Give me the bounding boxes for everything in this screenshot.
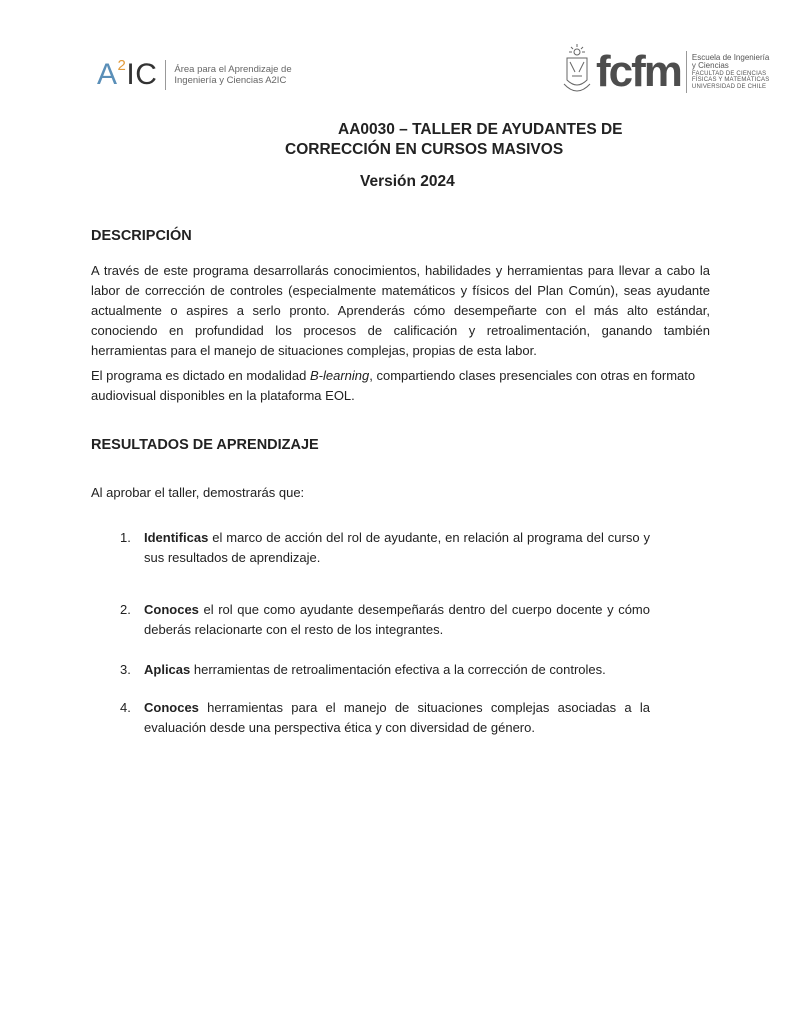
fcfm-divider <box>686 51 687 93</box>
description-heading: DESCRIPCIÓN <box>91 228 192 244</box>
list-item: 1. Identificas el marco de acción del rol de ayudante, en relación al programa del curso y sus resultados de aprendizaje. <box>120 530 650 565</box>
a2ic-divider <box>165 60 166 90</box>
a2ic-mark: $A^2IC$ <box>97 57 158 91</box>
fcfm-logo-text: Escuela de Ingeniería y Ciencias FACULTAD DE CIENCIAS FÍSICAS Y MATEMÁTICAS UNIVERSIDAD DE CHILE <box>691 52 770 90</box>
list-item: 3. Aplicas herramientas de retroalimentación efectiva a la corrección de controles. <box>120 662 606 677</box>
list-item: 2. Conoces el rol que como ayudante desempeñarás dentro del cuerpo docente y cómo deberás relacionarte con el resto de los integrantes. <box>120 602 650 637</box>
document-version: Versión 2024 <box>360 173 455 190</box>
list-item: 4. Conoces herramientas para el manejo de situaciones complejas asociadas a la evaluación desde una perspectiva ética y con diversidad de género. <box>120 700 650 735</box>
fcfm-wordmark: fcfm <box>596 47 681 96</box>
results-intro: Al aprobar el taller, demostrarás que: <box>91 485 305 500</box>
results-heading: RESULTADOS DE APRENDIZAJE <box>91 437 319 453</box>
document-title-line2: CORRECCIÓN EN CURSOS MASIVOS <box>285 141 564 158</box>
university-seal-icon <box>562 44 592 100</box>
document-title-line1: AA0030 – TALLER DE AYUDANTES DE <box>338 121 623 138</box>
description-paragraph-1: A través de este programa desarrollarás conocimientos, habilidades y herramientas para llevar a cabo la labor de corrección de controles (especialmente matemáticos y físicos del Plan Común), seas ayudante actualmente o aspires a serlo pronto. Aprenderás cómo desempeñarte con el más alto estándar, conociendo en profundidad los procesos de calificación y retroalimentación, ganando también herramientas para el manejo de situaciones complejas, propias de esta labor. <box>91 263 710 358</box>
a2ic-logo <box>97 57 292 91</box>
a2ic-logo-text: Área para el Aprendizaje de Ingeniería y Ciencias A2IC <box>174 64 292 86</box>
description-paragraph-2: El programa es dictado en modalidad B-learning, compartiendo clases presenciales con otras en formato audiovisual disponibles en la plataforma EOL. <box>91 368 696 403</box>
fcfm-logo <box>562 44 769 100</box>
